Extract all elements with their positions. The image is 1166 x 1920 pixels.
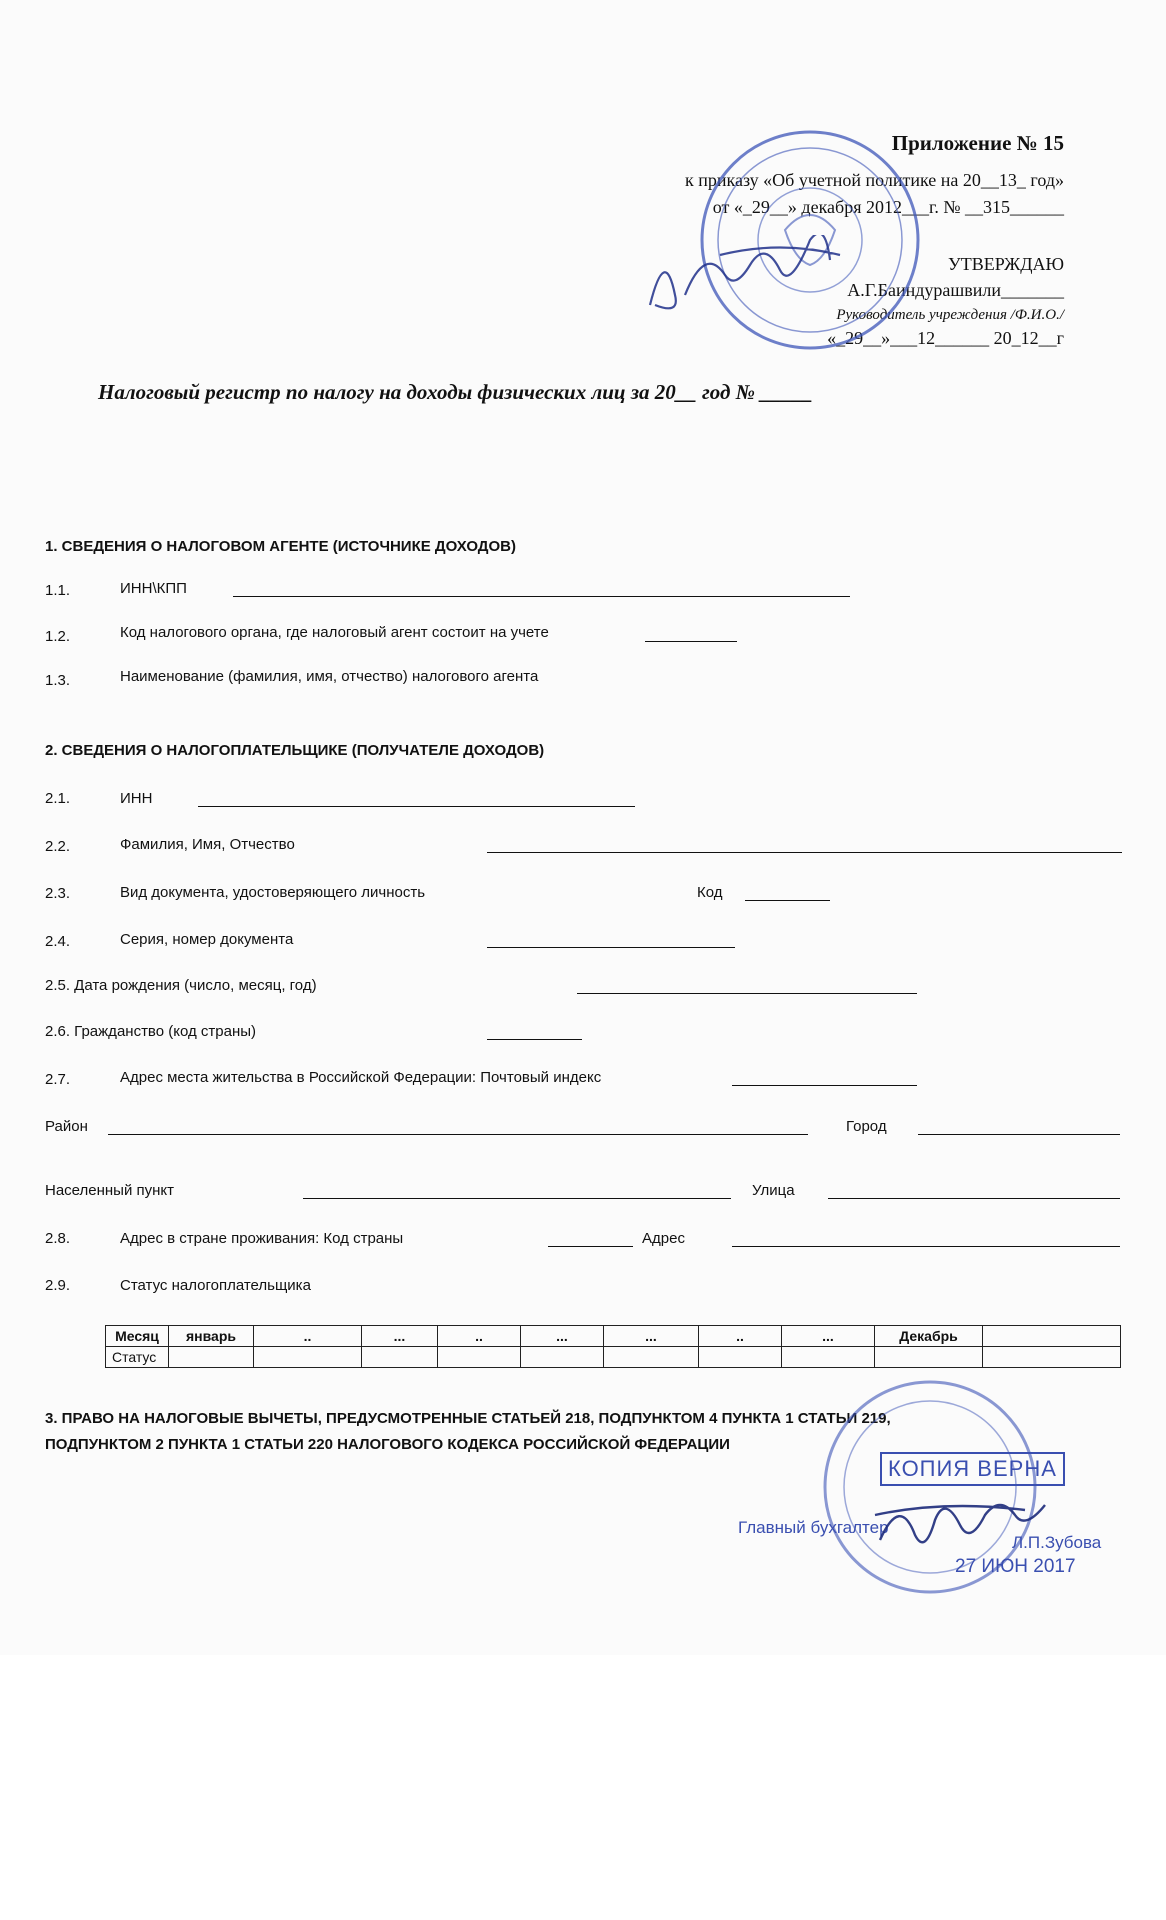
table-header-cell: .. [254,1326,362,1347]
street-label: Улица [752,1182,795,1199]
section-1-heading: 1. СВЕДЕНИЯ О НАЛОГОВОМ АГЕНТЕ (ИСТОЧНИКЕ ДОХОДОВ) [45,538,516,555]
table-header-cell: ... [782,1326,875,1347]
postal-code-field[interactable] [732,1085,917,1086]
country-code-field[interactable] [548,1246,633,1247]
city-label: Город [846,1118,887,1135]
row-1-1-number: 1.1. [45,582,71,599]
section-2-heading: 2. СВЕДЕНИЯ О НАЛОГОПЛАТЕЛЬЩИКЕ (ПОЛУЧАТЕЛЕ ДОХОДОВ) [45,742,545,759]
table-header-cell: ... [521,1326,604,1347]
section-3-heading-line-1: 3. ПРАВО НА НАЛОГОВЫЕ ВЫЧЕТЫ, ПРЕДУСМОТРЕННЫЕ СТАТЬЕЙ 218, ПОДПУНКТОМ 4 ПУНКТА 1 СТАТЬИ 219, [45,1410,891,1427]
status-table [105,1325,1121,1368]
row-2-9-label: Статус налогоплательщика [120,1277,311,1294]
document-title: Налоговый регистр по налогу на доходы физических лиц за 20__ год № _____ [98,380,813,404]
chief-accountant-label: Главный бухгалтер [738,1518,889,1537]
status-cell[interactable] [699,1347,782,1368]
status-cell[interactable] [169,1347,254,1368]
row-2-8-label: Адрес в стране проживания: Код страны [120,1230,404,1247]
document-number-field[interactable] [487,947,735,948]
row-2-8-number: 2.8. [45,1230,71,1247]
table-header-row [106,1326,1121,1347]
table-header-cell: ... [604,1326,699,1347]
settlement-label: Населенный пункт [45,1182,175,1199]
taxpayer-inn-field[interactable] [198,806,635,807]
director-name: А.Г.Баиндурашвили_______ [847,280,1064,300]
full-name-field[interactable] [487,852,1122,853]
row-2-1-label: ИНН [120,790,153,807]
row-1-3-number: 1.3. [45,672,71,689]
row-2-4-label: Серия, номер документа [120,931,294,948]
settlement-field[interactable] [303,1198,731,1199]
foreign-address-field[interactable] [732,1246,1120,1247]
status-row-label: Статус [106,1347,169,1368]
approve-date: «_29__»___12______ 20_12__г [827,328,1064,348]
status-cell[interactable] [875,1347,983,1368]
row-1-2-number: 1.2. [45,628,71,645]
city-field[interactable] [918,1134,1120,1135]
row-2-4-number: 2.4. [45,933,71,950]
approve-label: УТВЕРЖДАЮ [947,254,1064,274]
row-2-7-number: 2.7. [45,1071,71,1088]
status-cell[interactable] [438,1347,521,1368]
table-header-cell: .. [438,1326,521,1347]
copy-true-stamp: КОПИЯ ВЕРНА [880,1452,1065,1486]
inn-kpp-field[interactable] [233,596,850,597]
district-field[interactable] [108,1134,808,1135]
accountant-name: Л.П.Зубова [1012,1533,1102,1552]
table-header-cell: январь [169,1326,254,1347]
row-2-9-number: 2.9. [45,1277,71,1294]
director-signature [640,235,870,325]
table-row [106,1347,1121,1368]
director-caption: Руководитель учреждения /Ф.И.О./ [836,307,1064,323]
table-header-cell: ... [362,1326,438,1347]
status-cell[interactable] [604,1347,699,1368]
document-code-label: Код [697,884,723,901]
status-cell[interactable] [362,1347,438,1368]
row-1-2-label: Код налогового органа, где налоговый агент состоит на учете [120,624,549,641]
status-cell[interactable] [983,1347,1121,1368]
table-header-cell: Месяц [106,1326,169,1347]
table-header-cell: .. [699,1326,782,1347]
status-cell[interactable] [521,1347,604,1368]
row-2-1-number: 2.1. [45,790,71,807]
row-2-2-label: Фамилия, Имя, Отчество [120,836,295,853]
birth-date-field[interactable] [577,993,917,994]
row-2-3-label: Вид документа, удостоверяющего личность [120,884,426,901]
address-label: Адрес [642,1230,685,1247]
section-3-heading-line-2: ПОДПУНКТОМ 2 ПУНКТА 1 СТАТЬИ 220 НАЛОГОВОГО КОДЕКСА РОССИЙСКОЙ ФЕДЕРАЦИИ [45,1436,730,1453]
row-1-3-label: Наименование (фамилия, имя, отчество) налогового агента [120,668,539,685]
status-cell[interactable] [782,1347,875,1368]
table-header-cell: Декабрь [875,1326,983,1347]
certification-date: 27 ИЮН 2017 [955,1556,1076,1577]
row-2-2-number: 2.2. [45,838,71,855]
document-code-field[interactable] [745,900,830,901]
tax-office-code-field[interactable] [645,641,737,642]
row-2-5-label: 2.5. Дата рождения (число, месяц, год) [45,977,317,994]
accountant-signature [870,1490,1060,1560]
row-2-3-number: 2.3. [45,885,71,902]
district-label: Район [45,1118,88,1135]
citizenship-field[interactable] [487,1039,582,1040]
appendix-number: Приложение № 15 [891,131,1064,155]
row-2-6-label: 2.6. Гражданство (код страны) [45,1023,257,1040]
order-date: от «_29__» декабря 2012___г. № __315______ [712,197,1064,217]
street-field[interactable] [828,1198,1120,1199]
row-1-1-label: ИНН\КПП [120,580,187,597]
row-2-7-label: Адрес места жительства в Российской Федерации: Почтовый индекс [120,1069,602,1086]
table-header-cell [983,1326,1121,1347]
status-cell[interactable] [254,1347,362,1368]
order-reference: к приказу «Об учетной политике на 20__13_ год» [684,170,1064,190]
